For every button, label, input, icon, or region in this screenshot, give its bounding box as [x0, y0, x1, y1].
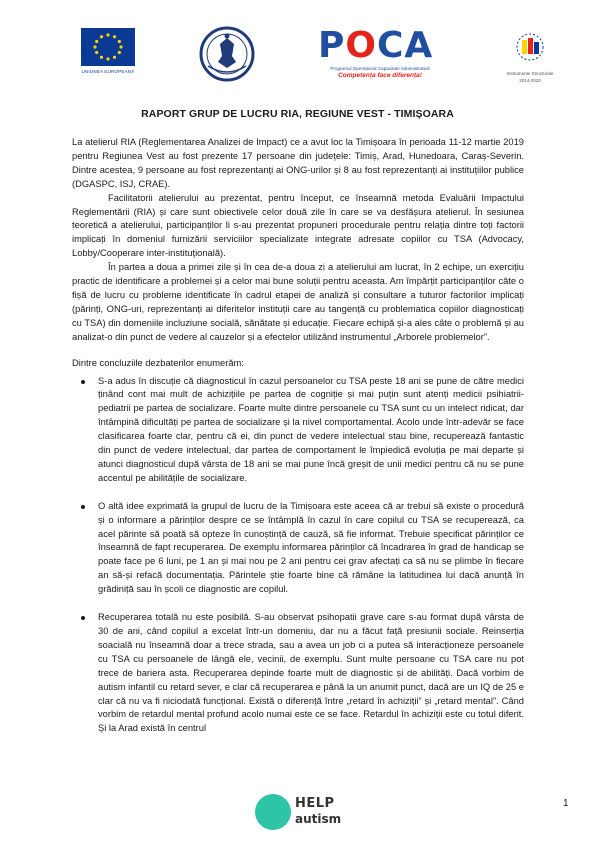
- is-caption-years: 2014-2020: [519, 78, 541, 83]
- paragraph-facilitators: Facilitatorii atelierului au prezentat, pentru început, ce înseamnă metoda Evaluării Impactului Reglementării (RIA) și care sunt obiectivele celor două zile în care se va desfășura atelierul. În sesiunea teoretică a atelierului, participanților li s-au prezentat propuneri procedurale pentru relația dintre toți factorii implicați în domeniul furnizării serviciilor specializate integrate adresate copiilor cu TSA (Advocacy, Lobby/Cooperare inter-instituțională).: [72, 192, 524, 259]
- eu-flag-icon: [81, 28, 135, 66]
- conclusions-intro: Dintre concluziile dezbaterilor enumerăm:: [72, 357, 244, 368]
- structural-instruments-icon: [500, 30, 560, 64]
- conclusions-list: [72, 375, 524, 737]
- paragraph-workshop: În partea a doua a primei zile și în cea de-a doua zi a atelierului am lucrat, în 2 echipe, un exercițiu practic de identificare a problemei și a celor mai bune soluții pentru aceasta. Am împărțit participanților câte o fișă de lucru cu probleme identificate în cadrul etapei de analiză și consultare a tuturor factorilor implicați (părinți, ONG-uri, reprezentanți ai diferitelor instituții care au tangență cu problematica copiilor diagnosticați cu TSA) din domeniile incluziune socială, sănătate și educație. Fiecare echipă și-a ales câte o problemă și au analizat-o din punct de vedere al cauzelor și a efectelor utilizând instrumentul „Arborele problemelor”.: [72, 262, 524, 342]
- is-caption-title: Instrumente Structurale: [506, 71, 554, 76]
- page-number: 1: [563, 798, 569, 809]
- list-item: O altă idee exprimată la grupul de lucru de la Timișoara este aceea că ar trebui să existe o procedură și o informare a părinților despre ce se întâmplă în cazul în care copilul cu TSA se recuperează, ca acel părinte să poată să opteze în cunoștință de cauză, să fie informat. Trebuie specificat părinților ce înseamnă de fapt recuperarea. De exemplu informarea părinților că încadrarea în grad de handicap se poate face pe 6 luni, pe 1 an și mai nou pe 2 ani pentru cei grav afectați ca să nu se plimbe în fiecare an să-și refacă documentația. Părintele știe foarte bine că rămâne la latitudinea lui dacă anunță în grădiniță sau în școli ce diagnostic are copilul.: [98, 500, 524, 597]
- help-autism-icon: [255, 794, 291, 830]
- list-item: Recuperarea totală nu este posibilă. S-au observat psihopatii grave care s-au format după vârsta de 30 de ani, când copilul a excelat într-un domeniu, dar nu a făcut față presiunii sociale. Reinserția soacială nu înseamnă doar a trece strada, sau a avea un job ci a putea să interacționeze persoanele cu TSA cu persoanele de lângă ele, vecinii, de exemplu. Sunt multe persoane cu TSA care nu pot trece de bariera asta. Recuperarea depinde foarte mult de diagnostic și de abilități. Dacă vorbim de autism infantil cu retard sever, e clar că recuperarea e până la un anumit punct, dacă are un IQ de 25 e clar că nu va fi niciodată funcțional. Există o diferență între „retard în achiziții” și „retard mental”. Când vorbim de retardul mental profund acolo numai este ce se face. Retardul în achiziții este cu totul diferit. Și la Arad există în centrul: [98, 611, 524, 736]
- eu-caption: UNIUNEA EUROPEANĂ: [81, 69, 135, 74]
- help-brand-line2: autism: [295, 812, 342, 826]
- poca-wordmark: POCA: [318, 25, 434, 66]
- eu-logo: [72, 28, 144, 74]
- structural-instruments-logo: [500, 30, 560, 83]
- report-title: RAPORT GRUP DE LUCRU RIA, REGIUNE VEST - TIMIȘOARA: [141, 108, 454, 120]
- poca-slogan: Competența face diferența!: [338, 72, 422, 79]
- poca-subtitle: Programul Operațional Capacitate Administrativă: [330, 66, 430, 71]
- header-logos: [0, 26, 595, 98]
- poca-logo: [318, 26, 442, 79]
- list-item: S-a adus în discuție că diagnosticul în cazul persoanelor cu TSA peste 18 ani se pune de către medici ținând cont mai mult de achizițiile pe partea de cogniție și mai puțin sunt atenți medicii psihiatrii-pediatrii pe partea de socializare. Foarte multe dintre persoanele cu TSA sunt cu un intelect ridicat, dar întâmpină dificultăți pe partea de socializare și la nivel comportamental. Acolo unde într-adevăr se face clasificarea foarte clar, pentru că ei, din punct de vedere intelectual stau bine, recuperează fantastic din punct de vedere intelectual, dar partea de comportament le împiedică evoluția pe mai departe și atunci diagnosticul după vârsta de 18 ani se mai pune încă greșit de unii medici pentru că nu se pune accentul pe abilitățile de socializare.: [98, 375, 524, 486]
- help-brand-line1: HELP: [295, 796, 335, 811]
- government-seal-icon: [198, 26, 256, 82]
- paragraph-intro: La atelierul RIA (Reglementarea Analizei de Impact) ce a avut loc la Timișoara în perioada 11-12 martie 2019 pentru Regiunea Vest au fost prezente 17 persoane din județele: Timiș, Arad, Hunedoara, Caraș-Severin. Dintre acestea, 9 persoane au fost reprezentanți ai ONG-urilor și 8 au fost reprezentanți ai instituțiilor publice (DGASPC, ISJ, CRAE).: [72, 137, 524, 189]
- help-autism-logo: [255, 792, 355, 832]
- report-body: [72, 136, 524, 750]
- government-logo: [198, 26, 262, 87]
